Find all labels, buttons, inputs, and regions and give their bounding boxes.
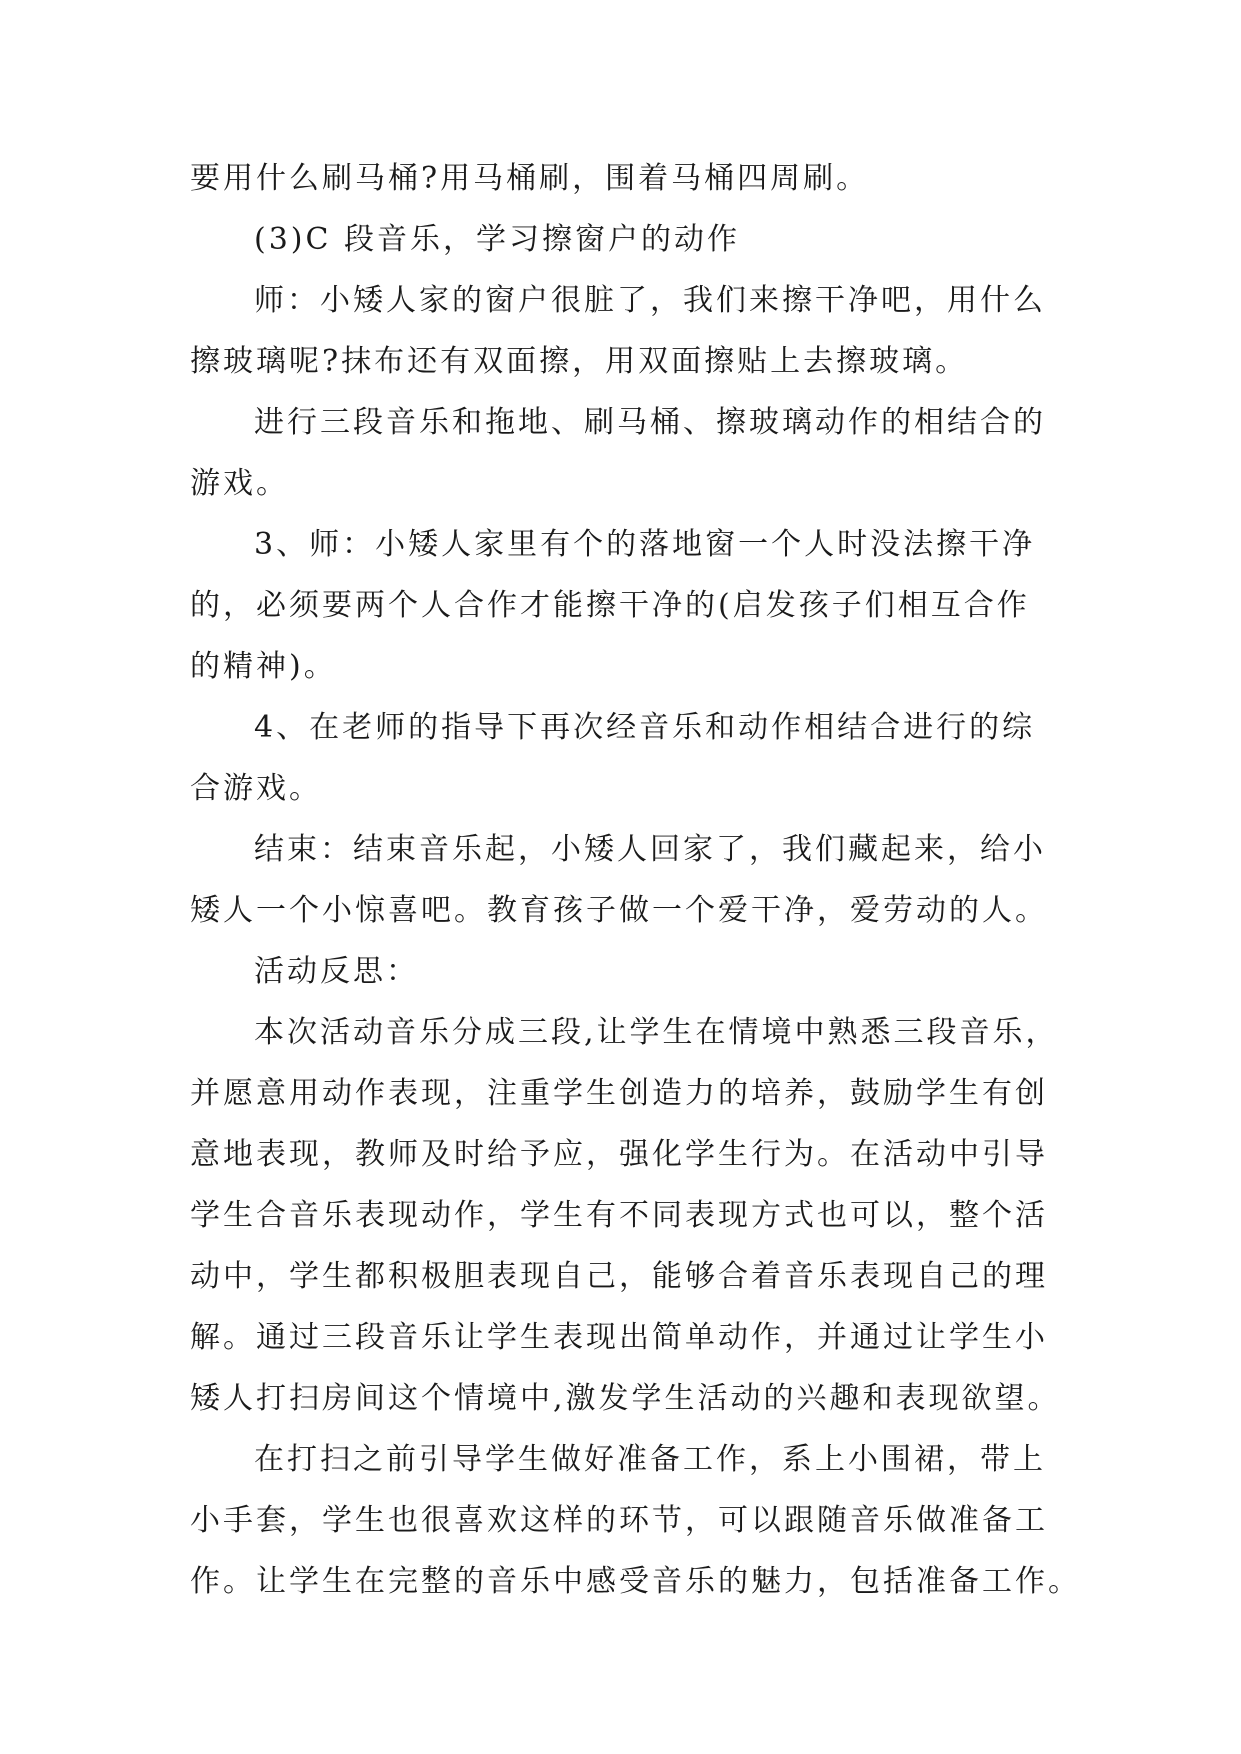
text-line: 进行三段音乐和拖地、刷马桶、擦玻璃动作的相结合的 xyxy=(254,405,1046,440)
text-line: 的精神)。 xyxy=(190,649,337,684)
text-line: 3、师：小矮人家里有个的落地窗一个人时没法擦干净 xyxy=(254,527,1036,562)
text-line: 游戏。 xyxy=(190,466,289,501)
text-line: 的，必须要两个人合作才能擦干净的(启发孩子们相互合作 xyxy=(190,588,1030,623)
paragraph xyxy=(190,941,1060,1002)
paragraph xyxy=(190,392,1060,514)
paragraph xyxy=(190,697,1060,819)
text-line: 作。让学生在完整的音乐中感受音乐的魅力，包括准备工作。 xyxy=(190,1564,1081,1599)
text-line: 本次活动音乐分成三段,让学生在情境中熟悉三段音乐， xyxy=(254,1015,1059,1050)
paragraph xyxy=(190,514,1060,697)
paragraph xyxy=(190,1429,1081,1612)
paragraph xyxy=(190,148,1060,209)
text-line: 4、在老师的指导下再次经音乐和动作相结合进行的综 xyxy=(254,710,1036,745)
text-line: (3)C 段音乐，学习擦窗户的动作 xyxy=(254,222,740,257)
paragraph xyxy=(190,819,1060,941)
text-line: 小手套，学生也很喜欢这样的环节，可以跟随音乐做准备工 xyxy=(190,1503,1048,1538)
paragraph xyxy=(190,1002,1060,1429)
paragraph xyxy=(190,209,1060,270)
text-line: 合游戏。 xyxy=(190,771,322,806)
paragraph xyxy=(190,270,1060,392)
text-line: 在打扫之前引导学生做好准备工作，系上小围裙，带上 xyxy=(254,1442,1046,1477)
text-line: 解。通过三段音乐让学生表现出简单动作，并通过让学生小 xyxy=(190,1320,1048,1355)
section-heading: 活动反思： xyxy=(254,954,419,989)
text-line: 师：小矮人家的窗户很脏了，我们来擦干净吧，用什么 xyxy=(254,283,1046,318)
document-body xyxy=(190,148,1081,1612)
text-line: 矮人一个小惊喜吧。教育孩子做一个爱干净，爱劳动的人。 xyxy=(190,893,1048,928)
text-line: 学生合音乐表现动作，学生有不同表现方式也可以，整个活 xyxy=(190,1198,1048,1233)
text-line: 矮人打扫房间这个情境中,激发学生活动的兴趣和表现欲望。 xyxy=(190,1381,1061,1416)
text-line: 擦玻璃呢?抹布还有双面擦，用双面擦贴上去擦玻璃。 xyxy=(190,344,969,379)
text-line: 意地表现，教师及时给予应，强化学生行为。在活动中引导 xyxy=(190,1137,1048,1172)
text-line: 结束：结束音乐起，小矮人回家了，我们藏起来，给小 xyxy=(254,832,1046,867)
text-line: 并愿意用动作表现，注重学生创造力的培养，鼓励学生有创 xyxy=(190,1076,1048,1111)
text-line: 动中，学生都积极胆表现自己，能够合着音乐表现自己的理 xyxy=(190,1259,1048,1294)
text-line: 要用什么刷马桶?用马桶刷，围着马桶四周刷。 xyxy=(190,161,870,196)
